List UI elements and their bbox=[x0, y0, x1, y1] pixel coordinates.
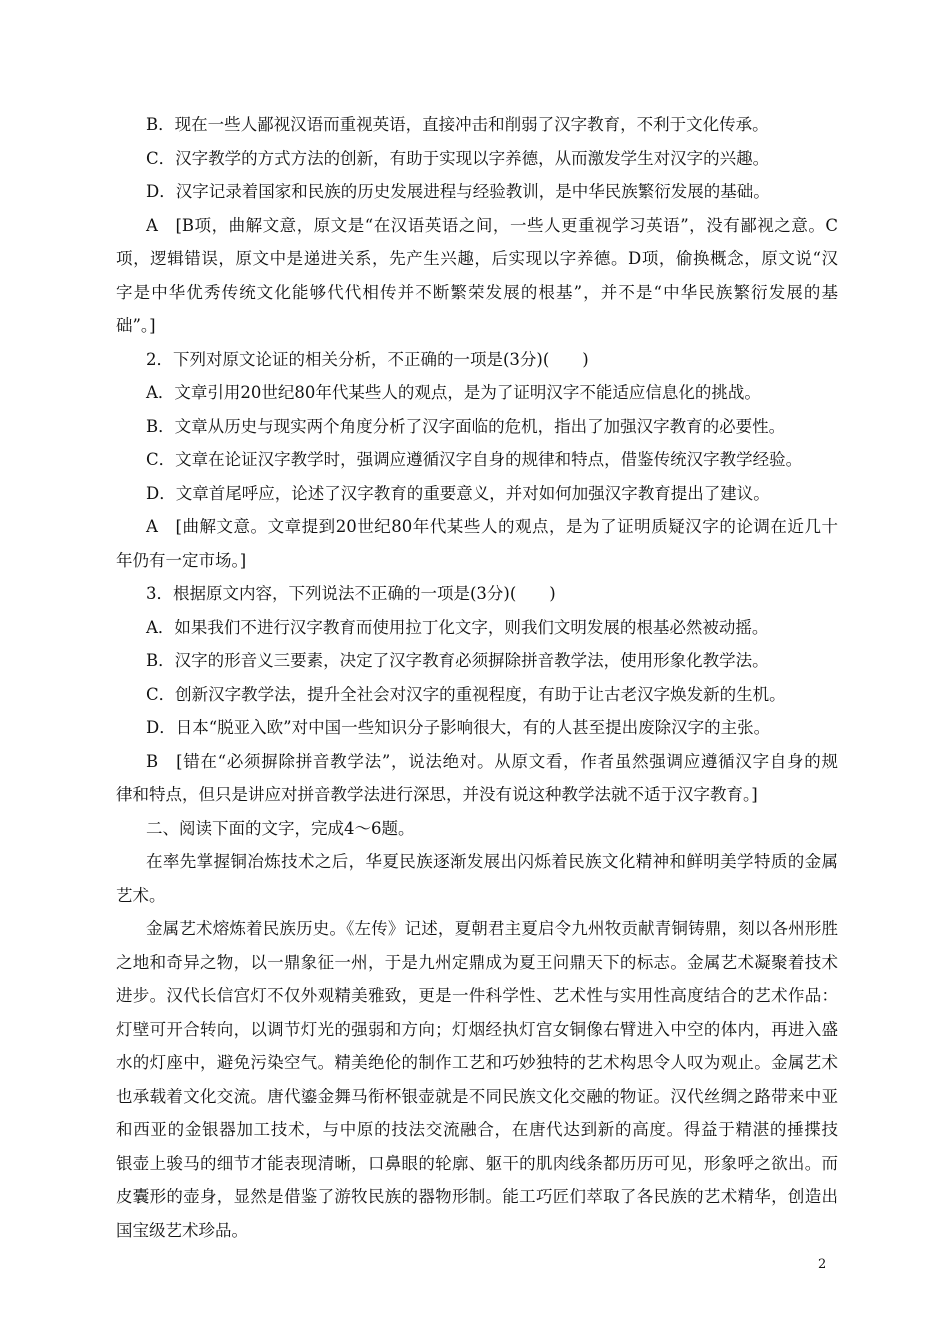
answer-line: 础”。] bbox=[116, 316, 156, 335]
answer-line: A [曲解文意。文章提到20世纪80年代某些人的观点，是为了证明质疑汉字的论调在近几十 bbox=[146, 517, 838, 536]
paragraph-line: 皮囊形的壶身，显然是借鉴了游牧民族的器物形制。能工巧匠们萃取了各民族的艺术精华，创造出 bbox=[116, 1187, 838, 1206]
paragraph-line: 灯壁可开合转向，以调节灯光的强弱和方向；灯烟经执灯宫女铜像右臂进入中空的体内，再进入盛 bbox=[116, 1019, 838, 1039]
paragraph-line: 进步。汉代长信宫灯不仅外观精美雅致，更是一件科学性、艺术性与实用性高度结合的艺术作品： bbox=[116, 986, 838, 1005]
paragraph-line: 水的灯座中，避免污染空气。精美绝伦的制作工艺和巧妙独特的艺术构思令人叹为观止。金属艺术 bbox=[116, 1053, 838, 1072]
page-body bbox=[116, 108, 838, 1247]
option-line: C．创新汉字教学法，提升全社会对汉字的重视程度，有助于让古老汉字焕发新的生机。 bbox=[146, 684, 786, 704]
answer-line: 字是中华优秀传统文化能够代代相传并不断繁荣发展的根基”，并不是“中华民族繁衍发展的基 bbox=[116, 282, 838, 302]
paragraph-line: 和西亚的金银器加工技术，与中原的技法交流融合，在唐代达到新的高度。得益于精湛的捶揲技 bbox=[116, 1120, 838, 1139]
option-line: A．文章引用20世纪80年代某些人的观点，是为了证明汉字不能适应信息化的挑战。 bbox=[146, 383, 761, 402]
question-line: 2．下列对原文论证的相关分析，不正确的一项是(3分)( ) bbox=[146, 349, 589, 369]
paragraph-line: 也承载着文化交流。唐代鎏金舞马衔杯银壶就是不同民族文化交融的物证。汉代丝绸之路带来中亚 bbox=[116, 1086, 838, 1106]
paragraph-line: 在率先掌握铜冶炼技术之后，华夏民族逐渐发展出闪烁着民族文化精神和鲜明美学特质的金属 bbox=[146, 852, 838, 871]
paragraph-line: 金属艺术熔炼着民族历史。《左传》记述，夏朝君主夏启令九州牧贡献青铜铸鼎，刻以各州形胜 bbox=[146, 919, 838, 938]
paragraph-line: 国宝级艺术珍品。 bbox=[116, 1220, 248, 1240]
answer-line: 年仍有一定市场。] bbox=[116, 550, 247, 570]
option-line: C．文章在论证汉字教学时，强调应遵循汉字自身的规律和特点，借鉴传统汉字教学经验。 bbox=[146, 450, 803, 469]
option-line: A．如果我们不进行汉字教育而使用拉丁化文字，则我们文明发展的根基必然被动摇。 bbox=[146, 617, 769, 637]
option-line: D．日本“脱亚入欧”对中国一些知识分子影响很大，有的人甚至提出废除汉字的主张。 bbox=[146, 718, 771, 737]
option-line: B．现在一些人鄙视汉语而重视英语，直接冲击和削弱了汉字教育，不利于文化传承。 bbox=[146, 115, 769, 134]
answer-line: A [B项，曲解文意，原文是“在汉语英语之间，一些人更重视学习英语”，没有鄙视之意。C bbox=[146, 215, 838, 235]
paragraph-line: 银壶上骏马的细节才能表现清晰，口鼻眼的轮廓、躯干的肌肉线条都历历可见，形象呼之欲出。而 bbox=[116, 1153, 838, 1173]
option-line: C．汉字教学的方式方法的创新，有助于实现以字养德，从而激发学生对汉字的兴趣。 bbox=[146, 148, 770, 168]
answer-line: 项，逻辑错误，原文中是递进关系，先产生兴趣，后实现以字养德。D项，偷换概念，原文说“汉 bbox=[116, 249, 838, 268]
answer-line: B [错在“必须摒除拼音教学法”，说法绝对。从原文看，作者虽然强调应遵循汉字自身的规 bbox=[146, 751, 838, 771]
question-line: 3．根据原文内容，下列说法不正确的一项是(3分)( ) bbox=[146, 584, 556, 603]
option-line: B．汉字的形音义三要素，决定了汉字教育必须摒除拼音教学法，使用形象化教学法。 bbox=[146, 651, 769, 670]
page-number: 2 bbox=[818, 1257, 827, 1272]
option-line: D．汉字记录着国家和民族的历史发展进程与经验教训，是中华民族繁衍发展的基础。 bbox=[146, 182, 770, 201]
answer-line: 律和特点，但只是讲应对拼音教学法进行深思，并没有说这种教学法就不适于汉字教育。] bbox=[116, 785, 758, 804]
paragraph-line: 艺术。 bbox=[116, 885, 166, 905]
option-line: D．文章首尾呼应，论述了汉字教育的重要意义，并对如何加强汉字教育提出了建议。 bbox=[146, 483, 770, 503]
section-heading: 二、阅读下面的文字，完成4～6题。 bbox=[146, 818, 415, 838]
paragraph-line: 之地和奇异之物，以一鼎象征一州，于是九州定鼎成为夏王问鼎天下的标志。金属艺术凝聚着技术 bbox=[116, 952, 838, 972]
option-line: B．文章从历史与现实两个角度分析了汉字面临的危机，指出了加强汉字教育的必要性。 bbox=[146, 416, 786, 436]
